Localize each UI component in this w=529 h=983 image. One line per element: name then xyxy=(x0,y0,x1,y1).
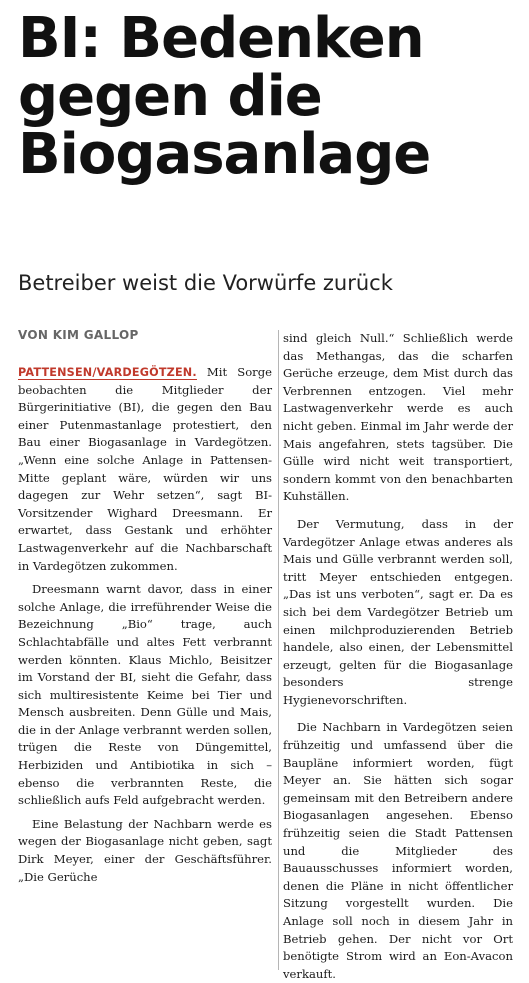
column-divider xyxy=(278,330,279,970)
headline-line-2: gegen die xyxy=(18,64,322,129)
column-left xyxy=(18,364,272,886)
paragraph-6: Die Nachbarn in Vardegötzen seien frühzeitig und umfassend über die Baupläne informiert worden, fügt Meyer an. Sie hätten sich sogar gemeinsam mit den Betreibern andere Biogasanlagen angesehen. Ebenso frühzeitig seien die Stadt Pattensen und die Mitglieder des Bauausschusses informiert worden, denen die Pläne in nicht öffentlicher Sitzung vorgestellt wurden. Die Anlage soll noch in diesem Jahr in Betrieb gehen. Der nicht vor Ort benötigte Strom wird an Eon-Avacon verkauft. xyxy=(283,720,513,981)
paragraph-5: Der Vermutung, dass in der Vardegötzer Anlage etwas anderes als Mais und Gülle verbrannt werden soll, tritt Meyer entschieden entgegen. „Das ist uns verboten“, sagt er. Da es sich bei dem Vardegötzer Betrieb um einen milchproduzierenden Betrieb handele, also einen, der Lebensmittel erzeugt, gelten für die Biogasanlage besonders strenge Hygienevorschriften. xyxy=(283,516,513,707)
paragraph-1 xyxy=(18,364,272,575)
dateline: PATTENSEN/VARDEGÖTZEN. xyxy=(18,366,197,379)
subheadline: Betreiber weist die Vorwürfe zurück xyxy=(18,271,393,295)
paragraph-1-text: Mit Sorge beobachten die Mitglieder der Bürgerinitiative (BI), die gegen den Bau einer Putenmastanlage protestiert, den Bau einer Biogasanlage in Vardegötzen. „Wenn eine solche Anlage in Pattensen-Mitte geplant wäre, würden wir uns dagegen zur Wehr setzen“, sagt BI-Vorsitzender Wighard Dreesmann. Er erwartet, dass Gestank und erhöhter Lastwagenverkehr auf die Nachbarschaft in Vardegötzen zukommen. xyxy=(18,365,272,573)
headline xyxy=(18,6,518,187)
paragraph-3: Eine Belastung der Nachbarn werde es wegen der Biogasanlage nicht geben, sagt Dirk Meyer, einer der Geschäftsführer. „Die Gerüche xyxy=(18,816,272,884)
column-right xyxy=(283,330,513,983)
paragraph-2: Dreesmann warnt davor, dass in einer solche Anlage, die irreführender Weise die Bezeichnung „Bio“ trage, auch Schlachtabfälle und altes Fett verbrannt werden könnten. Klaus Michlo, Beisitzer im Vorstand der BI, sieht die Gefahr, dass sich multiresistente Keime bei Tier und Mensch ausbreiten. Denn Gülle und Mais, die in der Anlage verbrannt werden sollen, trügen die Reste von Düngemittel, Herbiziden und Antibiotika in sich – ebenso die verbrannten Reste, die schließlich aufs Feld aufgebracht werden. xyxy=(18,582,272,808)
headline-line-3: Biogasanlage xyxy=(18,122,431,187)
paragraph-4: sind gleich Null.“ Schließlich werde das Methangas, das die scharfen Gerüche erzeuge, dem Mist durch das Verbrennen entzogen. Viel mehr Lastwagenverkehr werde es auch nicht geben. Einmal im Jahr werde der Mais angefahren, stets tagsüber. Die Gülle wird nicht weit transportiert, sondern kommt von den benachbarten Kuhställen. xyxy=(283,331,513,504)
headline-line-1: BI: Bedenken xyxy=(18,6,424,71)
byline: VON KIM GALLOP xyxy=(18,328,139,342)
